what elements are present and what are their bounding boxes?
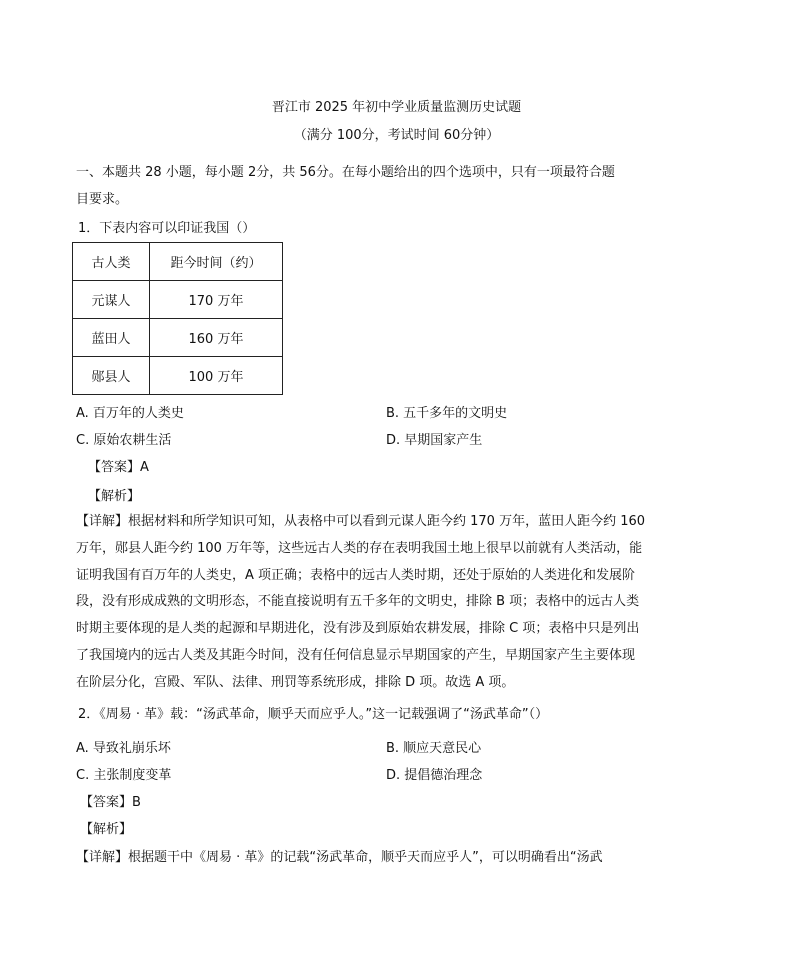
ancient-humans-table — [72, 242, 283, 395]
q2-analysis-label: 【解析】 — [80, 822, 133, 837]
table-row — [73, 319, 283, 357]
table-header-cell: 距今时间（约） — [150, 243, 283, 281]
question-2-stem: 2．《周易 · 革》载：“汤武革命，顺乎天而应乎人。”这一记载强调了“汤武革命”（） — [78, 707, 549, 722]
q2-option-c: C. 主张制度变革 — [76, 768, 172, 783]
table-row — [73, 357, 283, 395]
q2-option-a: A. 导致礼崩乐坏 — [76, 741, 171, 756]
q1-detail-line: 证明我国有百万年的人类史，A 项正确；表格中的远古人类时期，还处于原始的人类进化和发展阶 — [76, 567, 636, 583]
table-cell: 170 万年 — [150, 281, 283, 319]
q1-detail-line: 时期主要体现的是人类的起源和早期进化，没有涉及到原始农耕发展，排除 C 项；表格中只是列出 — [76, 621, 640, 637]
table-header-cell: 古人类 — [73, 243, 150, 281]
q1-option-c: C. 原始农耕生活 — [76, 433, 172, 448]
q1-option-a: A. 百万年的人类史 — [76, 406, 184, 421]
table-cell: 蓝田人 — [73, 319, 150, 357]
q1-analysis-label: 【解析】 — [88, 489, 141, 504]
section-instructions-line2: 目要求。 — [76, 192, 129, 207]
q2-detail-line: 【详解】根据题干中《周易 · 革》的记载“汤武革命，顺乎天而应乎人”，可以明确看出“汤武 — [76, 850, 603, 865]
section-instructions-line1: 一、本题共 28 小题，每小题 2分，共 56分。在每小题给出的四个选项中，只有一项最符合题 — [76, 165, 615, 180]
table-header-row — [73, 243, 283, 281]
exam-subtitle: （满分 100分，考试时间 60分钟） — [293, 128, 500, 143]
q2-option-b: B. 顺应天意民心 — [386, 741, 482, 756]
q1-detail-line: 了我国境内的远古人类及其距今时间，没有任何信息显示早期国家的产生，早期国家产生主要体现 — [76, 647, 636, 663]
table-cell: 郧县人 — [73, 357, 150, 395]
q2-answer: 【答案】B — [80, 795, 141, 810]
exam-title: 晋江市 2025 年初中学业质量监测历史试题 — [271, 100, 522, 115]
question-1-stem: 1．下表内容可以印证我国（） — [78, 221, 256, 236]
q1-detail-paragraph — [76, 509, 676, 697]
q1-answer: 【答案】A — [88, 460, 149, 475]
q1-option-d: D. 早期国家产生 — [386, 433, 483, 448]
q2-option-d: D. 提倡德治理念 — [386, 768, 483, 783]
table-cell: 元谋人 — [73, 281, 150, 319]
table-cell: 160 万年 — [150, 319, 283, 357]
table-row — [73, 281, 283, 319]
q1-detail-line: 【详解】根据材料和所学知识可知，从表格中可以看到元谋人距今约 170 万年，蓝田人距今约 160 — [76, 514, 646, 529]
q1-detail-line: 段，没有形成成熟的文明形态，不能直接说明有五千多年的文明史，排除 B 项；表格中的远古人类 — [76, 594, 640, 610]
table-cell: 100 万年 — [150, 357, 283, 395]
q1-detail-line: 万年，郧县人距今约 100 万年等，这些远古人类的存在表明我国土地上很早以前就有人类活动，能 — [76, 540, 643, 556]
q1-detail-line: 在阶层分化，宫殿、军队、法律、刑罚等系统形成，排除 D 项。故选 A 项。 — [76, 674, 515, 690]
q1-option-b: B. 五千多年的文明史 — [386, 406, 508, 421]
